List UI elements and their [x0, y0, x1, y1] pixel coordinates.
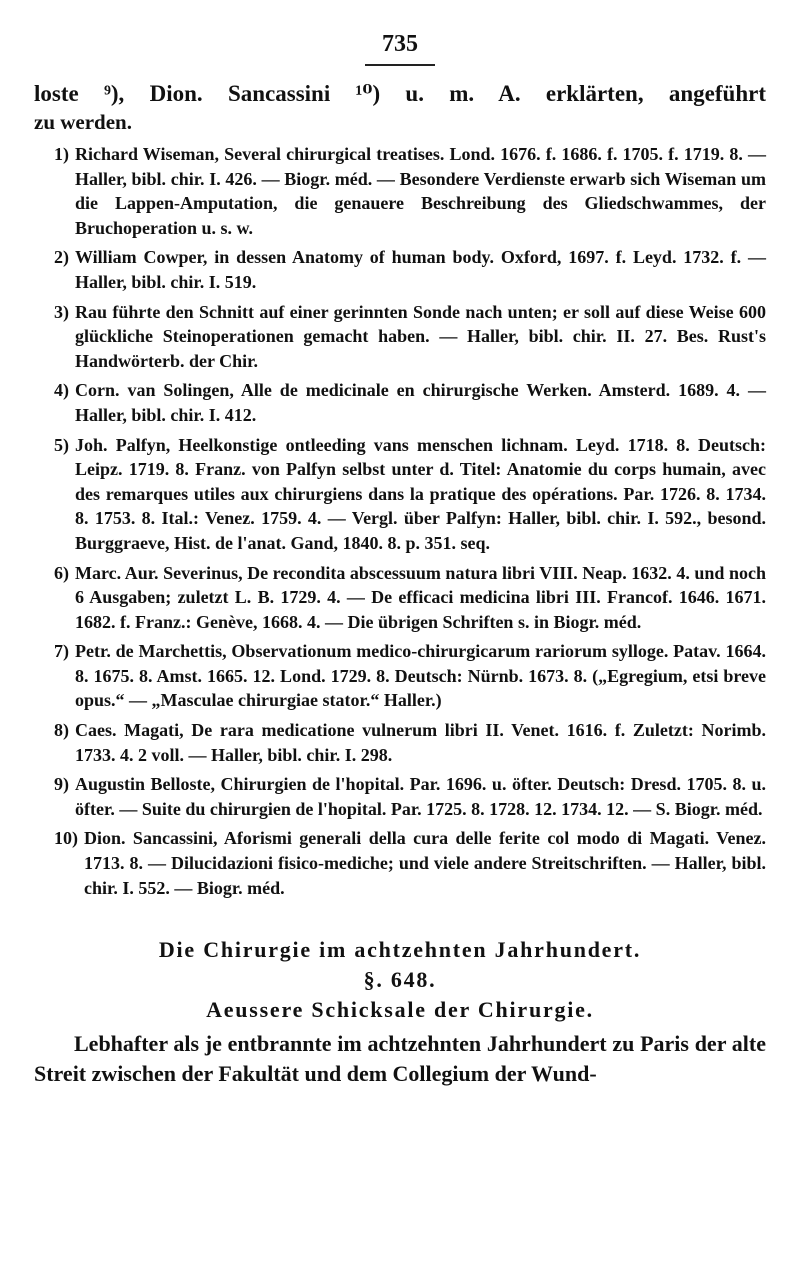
- footnote-10: [34, 826, 766, 900]
- header-rule: [365, 64, 435, 66]
- footnote-6: [34, 561, 766, 635]
- footnote-text: Petr. de Marchettis, Observationum medico-chirurgicarum rariorum sylloge. Patav. 1664. 8. 1675. 8. Amst. 1665. 12. Lond. 1729. 8. Deutsch: Nürnb. 1673. 8. („Egregium, etsi breve opus.“ — „Masculae chirurgiae stator.“ Haller.): [75, 641, 766, 711]
- footnote-number: 1): [54, 144, 69, 164]
- footnote-1: [34, 142, 766, 240]
- section-number: §. 648.: [363, 967, 437, 993]
- footnote-number: 4): [54, 380, 69, 401]
- section-title: Die Chirurgie im achtzehnten Jahrhundert.: [158, 937, 642, 963]
- footnote-text: Marc. Aur. Severinus, De recondita abscessuum natura libri VIII. Neap. 1632. 4. und noch 6 Ausgaben; zuletzt L. B. 1729. 4. — De efficaci medicina libri III. Francof. 1646. 1671. 1682. f. Franz.: Genève, 1668. 4. — Die übrigen Schriften s. in Biogr. méd.: [75, 562, 766, 632]
- body-paragraph: Lebhafter als je entbrannte im achtzehnten Jahrhundert zu Paris der alte Streit zwischen der Fakultät und dem Collegium der Wund-: [34, 1031, 766, 1087]
- footnote-number: 2): [54, 247, 69, 268]
- footnote-number: 5): [54, 434, 69, 455]
- footnote-text: Dion. Sancassini, Aforismi generali della cura delle ferite col modo di Magati. Venez. 1713. 8. — Dilucidazioni fisico-mediche; und viele andere Streitschriften. — Haller, bibl. chir. I. 552. — Biogr. méd.: [84, 828, 766, 898]
- footnote-9: [34, 772, 766, 821]
- footnote-7: [34, 639, 766, 713]
- footnote-number: 8): [54, 720, 69, 741]
- footnote-number: 10): [54, 828, 78, 849]
- footnote-text: Rau führte den Schnitt auf einer gerinnten Sonde nach unten; er soll auf diese Weise 600 glückliche Steinoperationen gemacht haben. — Haller, bibl. chir. II. 27. Bes. Rust's Handwörterb. der Chir.: [75, 301, 766, 371]
- footnote-4: [34, 378, 766, 427]
- footnotes: [34, 142, 766, 900]
- footnote-text: Caes. Magati, De rara medicatione vulnerum libri II. Venet. 1616. f. Zuletzt: Norimb. 1733. 4. 2 voll. — Haller, bibl. chir. I. 298.: [75, 720, 766, 765]
- page-number: 735: [382, 31, 418, 57]
- footnote-text: Joh. Palfyn, Heelkonstige ontleeding vans menschen lichnam. Leyd. 1718. 8. Deutsch: Leipz. 1719. 8. Franz. von Palfyn selbst unter d. Titel: Anatomie du corps humain, avec des remarques utiles aux chirurgiens dans la pratique des opérations. Par. 1726. 8. 1734. 8. 1753. 8. Ital.: Venez. 1759. 4. — Vergl. über Palfyn: Haller, bibl. chir. I. 592., besond. Burggraeve, Hist. de l'anat. Gand, 1840. 8. p. 351. seq.: [75, 434, 766, 553]
- footnote-number: 7): [54, 641, 69, 662]
- footnote-text: Corn. van Solingen, Alle de medicinale en chirurgische Werken. Amsterd. 1689. 4. — Haller, bibl. chir. I. 412.: [75, 380, 766, 425]
- footnote-3: [34, 300, 766, 374]
- carryover-line-2: zu werden.: [34, 110, 132, 134]
- footnote-text: Augustin Belloste, Chirurgien de l'hopital. Par. 1696. u. öfter. Deutsch: Dresd. 1705. 8. u. öfter. — Suite du chirurgien de l'hopital. Par. 1725. 8. 1728. 12. 1734. 12. — S. Biogr. méd.: [75, 774, 766, 819]
- footnote-5: [34, 433, 766, 556]
- footnote-text: Richard Wiseman, Several chirurgical treatises. Lond. 1676. f. 1686. f. 1705. f. 1719. 8. — Haller, bibl. chir. I. 426. — Biogr. méd. — Besondere Verdienste erwarb sich Wiseman um die Lappen-Amputation, die genauere Beschreibung des Gliedschwammes, der Bruchoperation u. s. w.: [75, 144, 766, 238]
- footnote-text: William Cowper, in dessen Anatomy of human body. Oxford, 1697. f. Leyd. 1732. f. — Haller, bibl. chir. I. 519.: [75, 247, 766, 292]
- footnote-number: 6): [54, 562, 69, 583]
- footnote-number: 9): [54, 774, 69, 795]
- footnote-2: [34, 245, 766, 294]
- footnote-8: [34, 718, 766, 767]
- carryover-line-1: loste ⁹), Dion. Sancassini ¹⁰) u. m. A. erklärten, angeführt: [34, 81, 766, 106]
- subsection-title: Aeussere Schicksale der Chirurgie.: [206, 997, 594, 1023]
- footnote-number: 3): [54, 301, 69, 322]
